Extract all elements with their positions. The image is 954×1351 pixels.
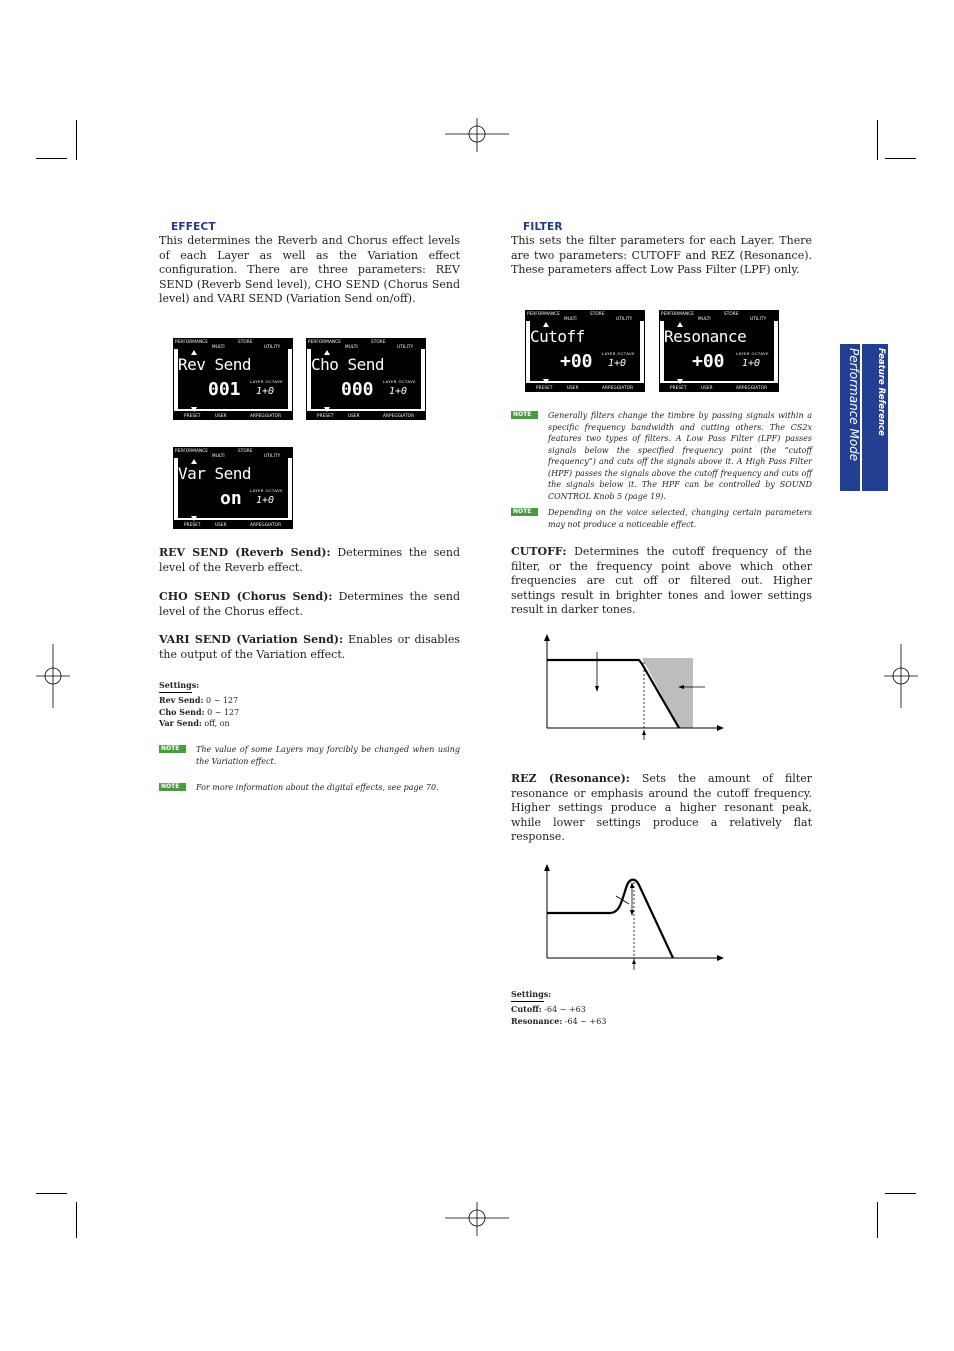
lcd-label-performance: PERFORMANCE bbox=[175, 448, 208, 453]
rev-send-term: REV SEND (Reverb Send): bbox=[159, 546, 331, 559]
filter-note-2: Depending on the voice selected, changing certain parameters may not produce a noticeable effect. bbox=[548, 508, 812, 529]
rez-description bbox=[511, 772, 812, 845]
note-badge: NOTE bbox=[511, 508, 538, 516]
lcd-label-arpeggiator: ARPEGGIATOR bbox=[250, 413, 282, 418]
lcd-label-utility: UTILITY bbox=[750, 316, 767, 321]
registration-mark-right bbox=[884, 644, 918, 708]
lcd-label-store: STORE bbox=[371, 339, 386, 344]
lcd-octave-value: 1+0 bbox=[256, 386, 275, 397]
side-tab bbox=[840, 344, 888, 491]
lcd-label-store: STORE bbox=[590, 311, 605, 316]
lcd-label-performance: PERFORMANCE bbox=[661, 311, 694, 316]
setting-row: Var Send: off, on bbox=[159, 718, 230, 728]
filter-heading: FILTER bbox=[523, 221, 563, 233]
note-badge: NOTE bbox=[159, 745, 186, 753]
lcd-layer-octave-label: LAYER OCTAVE bbox=[736, 351, 769, 356]
side-tab-mode: Performance Mode bbox=[847, 348, 861, 462]
effect-settings-list bbox=[159, 695, 239, 730]
lcd-label-multi: MULTI bbox=[345, 344, 358, 349]
lcd-layer-octave-label: LAYER OCTAVE bbox=[250, 379, 283, 384]
registration-mark-bottom bbox=[445, 1202, 509, 1236]
scroll-down-icon bbox=[191, 516, 197, 521]
lcd-layer-octave-label: LAYER OCTAVE bbox=[250, 488, 283, 493]
lcd-line-2: +00 bbox=[692, 351, 725, 372]
lcd-label-preset: PRESET bbox=[184, 413, 201, 418]
lcd-display-cho-send bbox=[306, 338, 426, 420]
note-badge: NOTE bbox=[159, 783, 186, 791]
lcd-line-2: on bbox=[220, 488, 242, 509]
rez-desc: Sets the amount of filter resonance or emphasis around the cutoff frequency. Higher settings produce a higher resonant peak, while lower settings produce a relatively flat response. bbox=[511, 772, 813, 843]
lcd-line-1: Cutoff bbox=[530, 327, 585, 346]
lcd-label-multi: MULTI bbox=[212, 453, 225, 458]
cutoff-desc: Determines the cutoff frequency of the filter, or the frequency point above which other frequencies are cut off or filtered out. Higher settings result in brighter tones and lower settings result in darker tones. bbox=[511, 545, 812, 616]
scroll-down-icon bbox=[677, 379, 683, 384]
lcd-label-performance: PERFORMANCE bbox=[527, 311, 560, 316]
effect-note-1: The value of some Layers may forcibly be changed when using the Variation effect. bbox=[196, 745, 460, 766]
filter-settings-list bbox=[511, 1004, 606, 1027]
rev-send-description bbox=[159, 546, 460, 575]
lcd-line-1: Var Send bbox=[178, 464, 252, 483]
lcd-line-2: +00 bbox=[560, 351, 593, 372]
vari-send-term: VARI SEND (Variation Send): bbox=[159, 633, 344, 646]
lcd-line-1: Cho Send bbox=[311, 355, 385, 374]
effect-note-2: For more information about the digital effects, see page 70. bbox=[196, 783, 439, 792]
cutoff-region bbox=[642, 658, 693, 728]
settings-underline bbox=[511, 1001, 544, 1002]
crop-mark bbox=[36, 1193, 67, 1194]
lcd-label-store: STORE bbox=[724, 311, 739, 316]
lcd-display-resonance bbox=[659, 310, 779, 392]
side-tab-section: Feature Reference bbox=[876, 348, 886, 436]
crop-mark bbox=[885, 158, 916, 159]
lcd-label-preset: PRESET bbox=[536, 385, 553, 390]
note-badge: NOTE bbox=[511, 411, 538, 419]
lcd-label-arpeggiator: ARPEGGIATOR bbox=[736, 385, 768, 390]
lcd-label-store: STORE bbox=[238, 339, 253, 344]
lcd-label-user: USER bbox=[348, 413, 360, 418]
lcd-label-multi: MULTI bbox=[564, 316, 577, 321]
lcd-display-cutoff bbox=[525, 310, 645, 392]
effect-heading: EFFECT bbox=[171, 221, 216, 233]
cho-send-description bbox=[159, 590, 460, 619]
lcd-label-user: USER bbox=[701, 385, 713, 390]
filter-settings-title: Settings: bbox=[511, 989, 552, 999]
cho-send-desc: Determines the send level of the Chorus effect. bbox=[159, 590, 460, 618]
lcd-label-user: USER bbox=[567, 385, 579, 390]
rev-send-desc: Determines the send level of the Reverb effect. bbox=[159, 546, 460, 574]
lcd-layer-octave-label: LAYER OCTAVE bbox=[383, 379, 416, 384]
response-curve bbox=[547, 880, 673, 958]
crop-mark bbox=[885, 1193, 916, 1194]
vari-send-desc: Enables or disables the output of the Variation effect. bbox=[159, 633, 460, 661]
lcd-line-1: Resonance bbox=[664, 327, 747, 346]
vari-send-description bbox=[159, 633, 460, 662]
lcd-label-arpeggiator: ARPEGGIATOR bbox=[602, 385, 634, 390]
crop-mark bbox=[36, 158, 67, 159]
effect-settings-title: Settings: bbox=[159, 680, 200, 690]
lcd-label-utility: UTILITY bbox=[616, 316, 633, 321]
lcd-octave-value: 1+0 bbox=[256, 495, 275, 506]
registration-mark-top bbox=[445, 118, 509, 152]
lcd-label-utility: UTILITY bbox=[264, 344, 281, 349]
lcd-display-var-send bbox=[173, 447, 293, 529]
registration-mark-left bbox=[36, 644, 70, 708]
lcd-octave-value: 1+0 bbox=[608, 358, 627, 369]
crop-mark bbox=[76, 1202, 77, 1238]
rez-term: REZ (Resonance): bbox=[511, 772, 630, 785]
lcd-display-rev-send bbox=[173, 338, 293, 420]
scroll-down-icon bbox=[191, 407, 197, 412]
lcd-octave-value: 1+0 bbox=[742, 358, 761, 369]
lcd-label-preset: PRESET bbox=[670, 385, 687, 390]
lcd-label-utility: UTILITY bbox=[397, 344, 414, 349]
crop-mark bbox=[877, 1202, 878, 1238]
lcd-label-multi: MULTI bbox=[212, 344, 225, 349]
crop-mark bbox=[76, 120, 77, 160]
filter-note-1: Generally filters change the timbre by passing signals within a specific frequency bandwidth and cutting others. The CS2x features two types of filters. A Low Pass Filter (LPF) passes signals below the specified frequency point (the “cutoff frequency”) and cuts off the signals above it. A High Pass Filter (HPF) passes the signals above the cutoff frequency and cuts off the signals below it. The HPF can be controlled by SOUND CONTROL Knob 5 (page 19). bbox=[548, 411, 812, 501]
lcd-layer-octave-label: LAYER OCTAVE bbox=[602, 351, 635, 356]
lcd-label-utility: UTILITY bbox=[264, 453, 281, 458]
lcd-label-multi: MULTI bbox=[698, 316, 711, 321]
crop-mark bbox=[877, 120, 878, 160]
lcd-label-performance: PERFORMANCE bbox=[175, 339, 208, 344]
filter-intro: This sets the filter parameters for each Layer. There are two parameters: CUTOFF and REZ (Resonance). These parameters affect Low Pass Filter (LPF) only. bbox=[511, 234, 812, 276]
lcd-line-2: 000 bbox=[341, 379, 374, 400]
lcd-label-preset: PRESET bbox=[184, 522, 201, 527]
lcd-line-2: 001 bbox=[208, 379, 241, 400]
setting-row: Resonance: -64 ~ +63 bbox=[511, 1015, 607, 1026]
lcd-label-store: STORE bbox=[238, 448, 253, 453]
resonance-diagram bbox=[538, 860, 728, 972]
lcd-label-performance: PERFORMANCE bbox=[308, 339, 341, 344]
lcd-octave-value: 1+0 bbox=[389, 386, 408, 397]
cutoff-description bbox=[511, 545, 812, 618]
setting-row: Rev Send: 0 ~ 127 bbox=[159, 695, 239, 705]
cho-send-term: CHO SEND (Chorus Send): bbox=[159, 590, 333, 603]
scroll-down-icon bbox=[324, 407, 330, 412]
lcd-label-arpeggiator: ARPEGGIATOR bbox=[250, 522, 282, 527]
settings-underline bbox=[159, 692, 192, 693]
lcd-line-1: Rev Send bbox=[178, 355, 252, 374]
lcd-label-user: USER bbox=[215, 522, 227, 527]
scroll-down-icon bbox=[543, 379, 549, 384]
lcd-label-preset: PRESET bbox=[317, 413, 334, 418]
cutoff-diagram bbox=[538, 630, 728, 742]
cutoff-term: CUTOFF: bbox=[511, 545, 567, 558]
lcd-label-user: USER bbox=[215, 413, 227, 418]
lcd-label-arpeggiator: ARPEGGIATOR bbox=[383, 413, 415, 418]
setting-row: Cutoff: -64 ~ +63 bbox=[511, 1004, 586, 1014]
setting-row: Cho Send: 0 ~ 127 bbox=[159, 706, 240, 717]
effect-intro: This determines the Reverb and Chorus effect levels of each Layer as well as the Variation effect configuration. There are three parameters: REV SEND (Reverb Send level), CHO SEND (Chorus Send level) and VARI SEND (Variation Send on/off). bbox=[159, 234, 460, 305]
